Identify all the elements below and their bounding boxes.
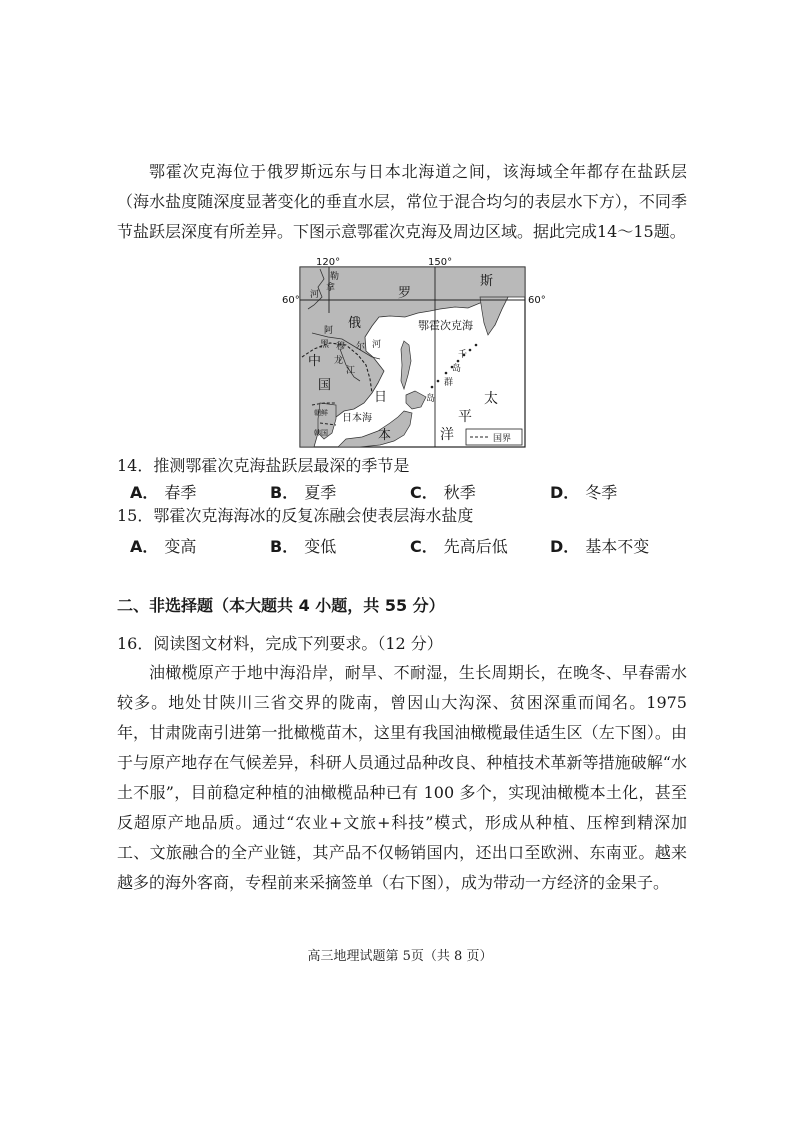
label-zhong: 中 — [308, 354, 322, 369]
intro-paragraph: 鄂霍次克海位于俄罗斯远东与日本北海道之间，该海域全年都存在盐跃层（海水盐度随深度显著变化的垂直水层，常位于混合均匀的表层水下方），不同季节盐跃层深度有所差异。下图示意鄂霍次克海及周边区域。据此完成14～15题。 — [117, 162, 687, 241]
lon-label-150: 150° — [428, 257, 453, 268]
q14-options — [130, 480, 690, 504]
label-sea-japan: 日本海 — [342, 413, 372, 424]
label-mu: 穆 — [336, 342, 346, 352]
label-long: 龙 — [334, 356, 344, 366]
q16-material: 油橄榄原产于地中海沿岸，耐旱、不耐湿，生长周期长，在晚冬、早春需水较多。地处甘陕川三省交界的陇南，曾因山大沟深、贫困深重而闻名。1975 年，甘肃陇南引进第一批橄榄苗木，这里有我国油橄榄最佳适生区（左下图）。由于与原产地存在气候差异，科研人员通过品种改良、种植技术革新等措施破解“水土不服”，目前稳定种植的油橄榄品种已有 100 多个，实现油橄榄本土化，甚至反超原产地品质。通过“农业+文旅+科技”模式，形成从种植、压榨到精深加工、文旅融合的全产业链，其产品不仅畅销国内，还出口至欧洲、东南亚。越来越多的海外客商，专程前来采摘签单（右下图），成为带动一方经济的金果子。 — [117, 663, 687, 892]
label-lena-3: 河 — [310, 290, 320, 300]
lon-label-120: 120° — [316, 257, 341, 268]
okhotsk-sea-map — [280, 253, 546, 453]
label-chaoxian: 朝鲜 — [314, 409, 328, 417]
label-e: 俄 — [348, 316, 362, 331]
q14-option-d[interactable]: D． 冬季 — [550, 483, 618, 502]
label-si: 斯 — [480, 274, 494, 289]
label-ri: 日 — [374, 390, 388, 405]
legend-label: 国界 — [493, 434, 512, 444]
q15-stem: 15．鄂霍次克海海冰的反复冻融会使表层海水盐度 — [117, 506, 474, 525]
label-hei: 黑 — [320, 340, 330, 350]
q14-option-b[interactable]: B． 夏季 — [270, 483, 337, 502]
label-hanguo: 韩国 — [314, 429, 328, 437]
label-er: 尔 — [356, 342, 366, 352]
label-a: 阿 — [324, 326, 334, 336]
q15-option-d[interactable]: D． 基本不变 — [550, 537, 650, 556]
q14-stem: 14．推测鄂霍次克海盐跃层最深的季节是 — [117, 456, 410, 475]
label-lena-2: 拿 — [326, 283, 336, 293]
label-qian: 千 — [458, 350, 468, 360]
label-jiang: 江 — [346, 366, 356, 376]
q15-option-a[interactable]: A． 变高 — [130, 537, 197, 556]
lat-label-right: 60° — [528, 295, 546, 306]
q15-option-c[interactable]: C． 先高后低 — [410, 537, 508, 556]
label-okhotsk: 鄂霍次克海 — [418, 319, 473, 332]
label-luo: 罗 — [398, 286, 412, 301]
lat-label-left: 60° — [282, 295, 300, 306]
page-footer: 高三地理试题第 5页（共 8 页） — [307, 949, 493, 964]
q15-options — [130, 534, 690, 558]
label-tai: 太 — [484, 391, 498, 407]
label-he2: 河 — [372, 340, 382, 350]
label-lena-1: 勒 — [330, 272, 340, 282]
label-guo: 国 — [318, 378, 332, 393]
q14-option-a[interactable]: A． 春季 — [130, 483, 197, 502]
label-ping: 平 — [458, 409, 472, 425]
q14-option-c[interactable]: C． 秋季 — [410, 483, 476, 502]
label-ben: 本 — [378, 428, 392, 443]
label-yang: 洋 — [440, 427, 454, 443]
q16-stem: 16．阅读图文材料，完成下列要求。（12 分） — [117, 634, 443, 653]
q15-option-b[interactable]: B． 变低 — [270, 537, 337, 556]
section-2-title: 二、非选择题（本大题共 4 小题，共 55 分） — [117, 596, 445, 615]
map-legend — [466, 429, 522, 445]
label-qun: 群 — [444, 378, 454, 388]
label-dao: 岛 — [452, 364, 462, 374]
label-dao2: 岛 — [426, 394, 436, 404]
